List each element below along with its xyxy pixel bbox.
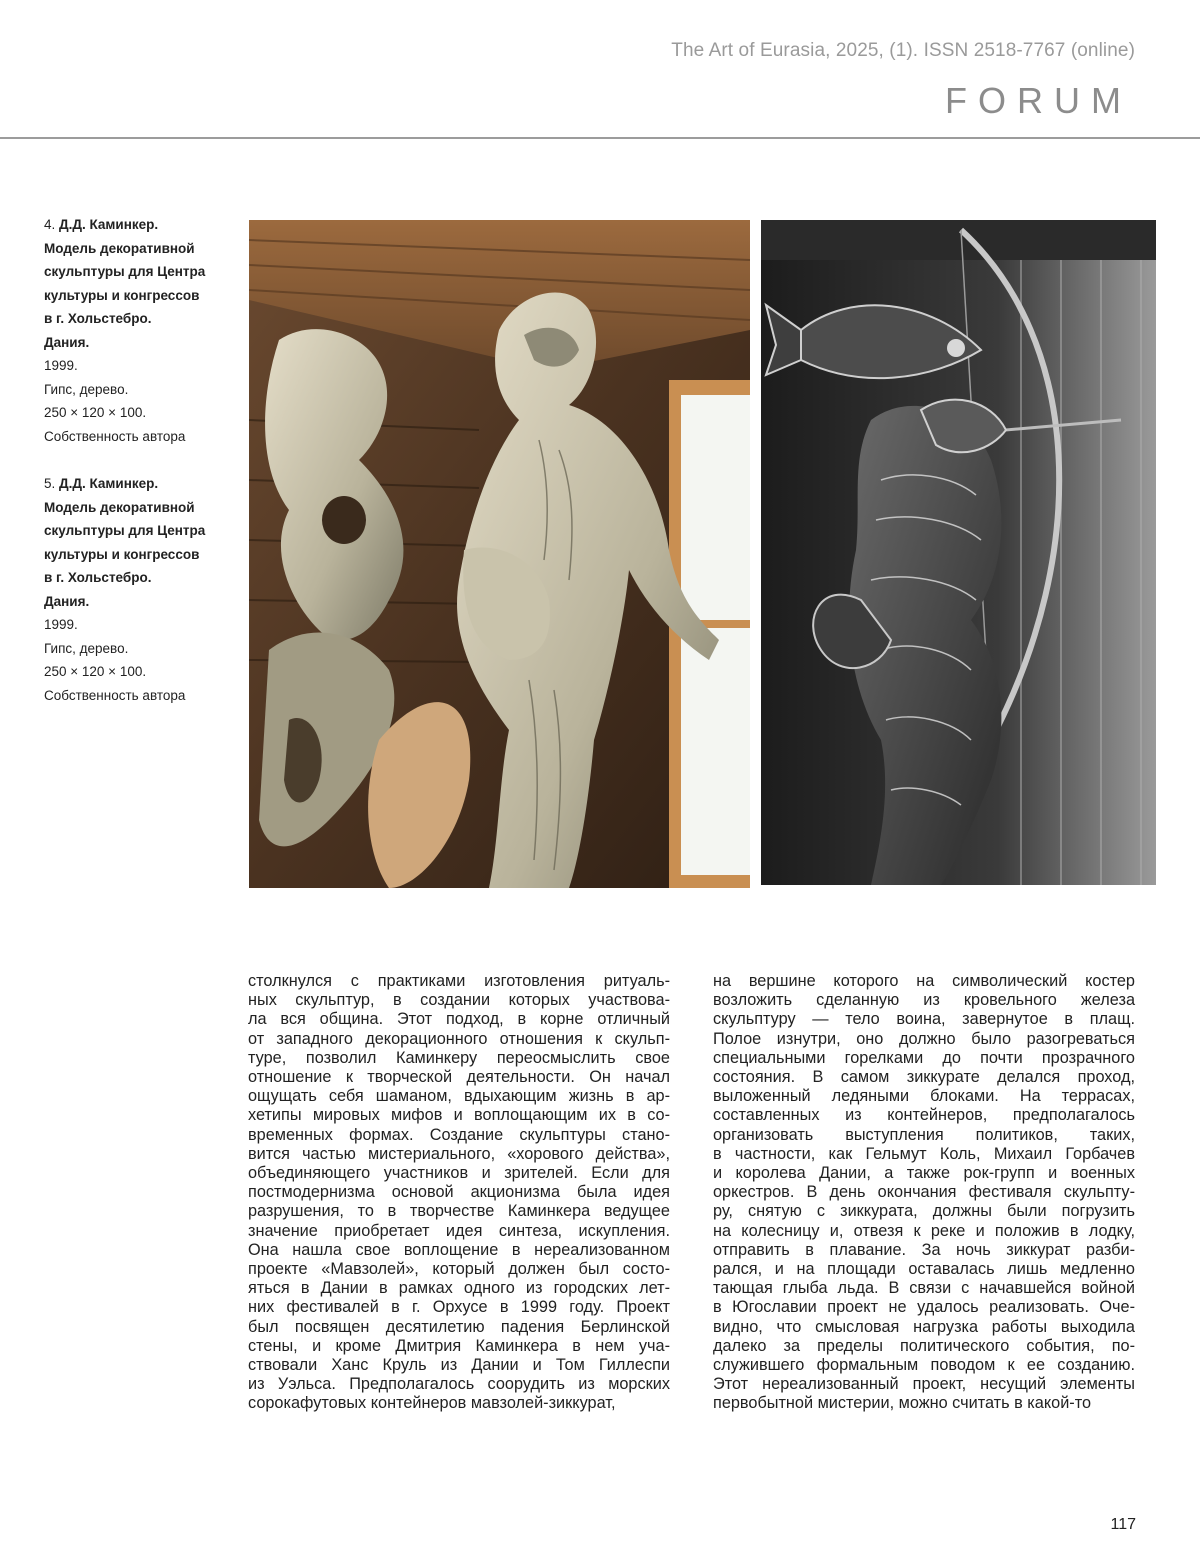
journal-header: The Art of Eurasia, 2025, (1). ISSN 2518-7767 (online) — [671, 40, 1135, 61]
body-column-left — [248, 972, 670, 1414]
text-line: организовать выступления политиков, таких, — [713, 1125, 1135, 1144]
text-line: ру, снятую с зиккурата, должны были погрузить — [713, 1202, 1135, 1221]
text-line: отправить в плавание. За ночь зиккурат разби- — [713, 1240, 1135, 1259]
caption-figure-5 — [44, 472, 239, 707]
text-line: специальными горелками до почти прозрачного — [713, 1048, 1135, 1067]
text-line: проекте «Мавзолей», который должен был состо- — [248, 1260, 670, 1279]
figure-5-photo — [761, 220, 1156, 885]
text-line: составленных из контейнеров, предполагалось — [713, 1106, 1135, 1125]
caption-title: Д.Д. Каминкер. Модель декоративной скульптуры для Центра культуры и конгрессов в г. Хольстебро. Дания. — [44, 476, 206, 609]
text-line: на колесницу и, отвезя к реке и положив в лодку, — [713, 1221, 1135, 1240]
text-line: в частности, как Гельмут Коль, Михаил Горбачев — [713, 1144, 1135, 1163]
text-line: состояния. В самом зиккурате делался проход, — [713, 1068, 1135, 1087]
text-line: объединяющего участников и зрителей. Если для — [248, 1164, 670, 1183]
caption-material: Гипс, дерево. — [44, 381, 129, 397]
caption-figure-4 — [44, 213, 239, 448]
caption-owner: Собственность автора — [44, 428, 186, 444]
body-column-right — [713, 972, 1135, 1414]
text-line: стены, и кроме Дмитрия Каминкера в нем уча- — [248, 1336, 670, 1355]
caption-number: 5. — [44, 476, 56, 491]
text-line: Этот нереализованный проект, несущий элементы — [713, 1375, 1135, 1394]
text-line: туре, позволил Каминкеру переосмыслить свое — [248, 1048, 670, 1067]
sculpture-photo-bw — [761, 220, 1156, 885]
caption-dimensions: 250 × 120 × 100. — [44, 664, 147, 679]
text-line: ных скульптур, в создании которых участвова- — [248, 991, 670, 1010]
text-line: вится частью мистериального, «хорового действа», — [248, 1144, 670, 1163]
caption-year: 1999. — [44, 617, 78, 632]
text-line: разрушения, то в творчестве Каминкера ведущее — [248, 1202, 670, 1221]
text-line: был посвящен десятилетию падения Берлинской — [248, 1317, 670, 1336]
text-line: ствовали Ханс Круль из Дании и Том Гиллеспи — [248, 1356, 670, 1375]
text-line: на вершине которого на символический костер — [713, 972, 1135, 990]
text-line: хетипы мировых мифов и воплощающим их в со- — [248, 1106, 670, 1125]
text-line: возложить сделанную из кровельного железа — [713, 991, 1135, 1010]
text-line: скульптуру — тело воина, завернутое в плащ. — [713, 1010, 1135, 1029]
sculpture-photo-color — [249, 220, 750, 888]
figure-4-photo — [249, 220, 750, 888]
text-line: от западного декорационного отношения к скульп- — [248, 1029, 670, 1048]
text-line: выложенный ледяными блоками. На террасах, — [713, 1087, 1135, 1106]
text-line: оркестров. В день окончания фестиваля скульпту- — [713, 1183, 1135, 1202]
text-line: постмодернизма основой акционизма была идея — [248, 1183, 670, 1202]
text-line: временных формах. Создание скульптуры стано- — [248, 1125, 670, 1144]
text-line: видно, что смысловая нагрузка работы выходила — [713, 1317, 1135, 1336]
header-rule — [0, 137, 1200, 139]
caption-number: 4. — [44, 217, 56, 232]
text-line: из Уэльса. Предполагалось соорудить из морских — [248, 1375, 670, 1394]
section-title: FORUM — [945, 80, 1132, 121]
text-line: столкнулся с практиками изготовления ритуаль- — [248, 972, 670, 990]
caption-material: Гипс, дерево. — [44, 640, 129, 656]
text-line: них фестивалей в г. Орхусе в 1999 году. Проект — [248, 1298, 670, 1317]
text-line: и королева Дании, а также рок-групп и военных — [713, 1164, 1135, 1183]
text-line: Она нашла свое воплощение в нереализованном — [248, 1240, 670, 1259]
text-line: далеко за пределы политического события, по- — [713, 1336, 1135, 1355]
text-line: ла вся община. Этот подход, в корне отличный — [248, 1010, 670, 1029]
text-line: ощущать себя шаманом, вдыхающим жизнь в ар- — [248, 1087, 670, 1106]
text-line: первобытной мистерии, можно считать в какой-то — [713, 1394, 1092, 1413]
text-line: рался, и на площади оставалась лишь медленно — [713, 1260, 1135, 1279]
text-line: сорокафутовых контейнеров мавзолей-зиккурат, — [248, 1394, 616, 1413]
text-line: служившего формальным поводом к ее созданию. — [713, 1356, 1135, 1375]
text-line: в Югославии проект не удалось реализовать. Оче- — [713, 1298, 1135, 1317]
text-line: тающая глыба льда. В связи с начавшейся войной — [713, 1279, 1135, 1298]
text-line: Полое изнутри, оно должно было разогреваться — [713, 1029, 1135, 1048]
caption-dimensions: 250 × 120 × 100. — [44, 405, 147, 420]
caption-year: 1999. — [44, 358, 78, 373]
text-line: яться в Дании в рамках одного из городских лет- — [248, 1279, 670, 1298]
text-line: отношение к творческой деятельности. Он начал — [248, 1068, 670, 1087]
caption-title: Д.Д. Каминкер. Модель декоративной скульптуры для Центра культуры и конгрессов в г. Хольстебро. Дания. — [44, 217, 206, 350]
caption-owner: Собственность автора — [44, 687, 186, 703]
text-line: значение приобретает идея синтеза, искупления. — [248, 1221, 670, 1240]
page-number: 117 — [1110, 1516, 1136, 1533]
